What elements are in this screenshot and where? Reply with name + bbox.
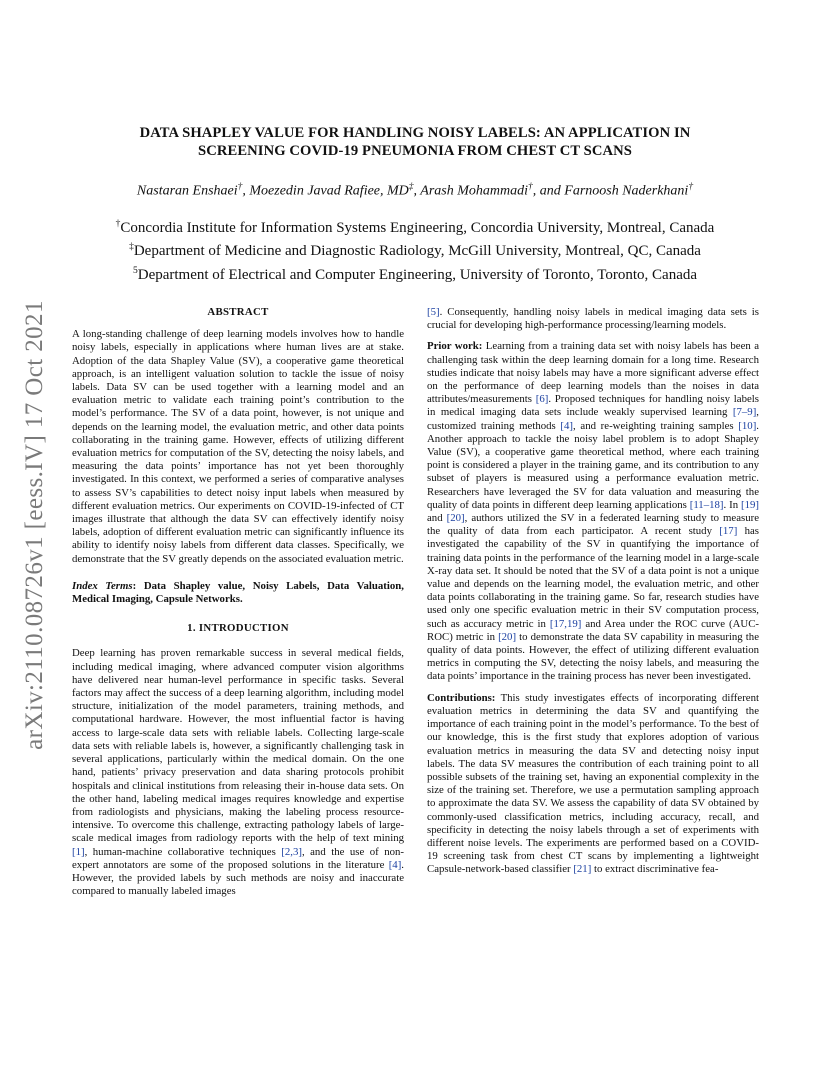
affiliation-line: [70, 215, 760, 239]
prior-work-paragraph: Prior work: Learning from a training data set with noisy labels has been a challenging task within the deep learning domain for a long time. Research studies indicate that noisy labels may have a more significant adverse effect on the performance of deep learning models than the noises in data attributes/measurements [6]. Proposed techniques for handling noisy labels in medical imaging data sets include weakly supervised learning [7–9], customized training methods [4], and re-weighting training samples [10]. Another approach to tackle the noisy label problem is to adopt Shapley Value (SV), a cooperative game theoretical method, where each training point is considered a player in the training game, and its contribution to any subset of players is measured using a performance evaluation metric. Researchers have leveraged the SV for data valuation and measuring the quality of data points in different deep learning applications [11–18]. In [19] and [20], authors utilized the SV in a federated learning study to measure the quality of data from each participator. A recent study [17] has investigated the capability of the SV in quantifying the importance of training data points in the performance of the learning model in a large-scale X-ray data set. It should be noted that the SV of a data point is not a unique value and depends on the learning model, the evaluation metric, and other data points collaborating in the training game. So far, research studies have used only one specific evaluation metric in their SV computation process, such as accuracy metric in [17,19] and Area under the ROC curve (AUC-ROC) metric in [20] to demonstrate the data SV capability in measuring the quality of data points. However, the effect of utilizing different evaluation metrics in computing the SV, detecting the noisy labels, and measuring the data points’ importance in the training process has never been investigated.: [427, 340, 760, 683]
affiliation-text: Department of Medicine and Diagnostic Radiology, McGill University, Montreal, QC, Canada: [133, 243, 701, 260]
author-affiliation-mark: †: [528, 182, 533, 192]
paper-title-line-1: DATA SHAPLEY VALUE FOR HANDLING NOISY LABELS: AN APPLICATION IN: [139, 125, 691, 141]
index-terms-label: Index Terms: [72, 579, 133, 592]
author-name: Arash Mohammadi: [420, 183, 529, 199]
citation-link[interactable]: [20]: [498, 630, 517, 643]
author-affiliation-mark: †: [688, 182, 694, 192]
citation-link[interactable]: [1]: [72, 845, 85, 858]
citation-link[interactable]: [4]: [388, 858, 402, 871]
paper-title-line-2: SCREENING COVID-19 PNEUMONIA FROM CHEST CT SCANS: [197, 143, 633, 159]
author-affiliation-mark: ‡: [408, 182, 414, 192]
affiliation-line: [70, 238, 760, 262]
introduction-paragraph-continued: [5]. Consequently, handling noisy labels in medical imaging data sets is crucial for developing high-performance processing/learning models.: [427, 306, 759, 332]
left-column: [72, 306, 404, 898]
affiliation-mark: 5: [132, 265, 138, 276]
author-name: Farnoosh Naderkhani: [564, 183, 689, 199]
introduction-heading: 1. INTRODUCTION: [187, 622, 289, 635]
abstract-heading: ABSTRACT: [207, 306, 269, 318]
author-name: Moezedin Javad Rafiee, MD: [249, 183, 409, 199]
paragraph-lead: Contributions:: [427, 691, 496, 704]
citation-link[interactable]: [2,3]: [281, 845, 302, 858]
affiliation-line: [70, 262, 760, 286]
citation-link[interactable]: [17,19]: [549, 617, 582, 630]
citation-link[interactable]: [6]: [535, 393, 549, 406]
affiliation-text: Concordia Institute for Information Systems Engineering, Concordia University, Montreal, Canada: [120, 219, 715, 236]
contributions-paragraph: Contributions: This study investigates effects of incorporating different evaluation metrics in determining the data SV and quantifying the importance of each training point in the model’s performance. To the best of our knowledge, this is the first study that explores adoption of various evaluation metrics in measuring the data SV and detecting noisy input labels. The data SV measures the contribution of each training point to all possible subsets of the training set, having an exponential complexity in the size of the training set. Therefore, we use a permutation sampling approach to approximate the data SV. We assess the capability of data SV obtained by commonly-used classification metrics, including accuracy, recall, and specificity in detecting the noisy labels through a set of experiments with different noise levels. The experiments are performed based on a COVID- 19 screening task from chest CT scans by implementing a lightweight Capsule-network-based classifier [21] to extract discriminative fea-: [427, 691, 759, 876]
index-terms: [72, 580, 404, 606]
affiliation-mark: †: [115, 218, 121, 229]
arxiv-sidebar-stamp: [18, 290, 52, 760]
affiliation-text: Department of Electrical and Computer Engineering, University of Toronto, Toronto, Canada: [137, 266, 698, 283]
citation-link[interactable]: [19]: [741, 498, 759, 511]
citation-link[interactable]: [10]: [738, 419, 757, 432]
citation-link[interactable]: [4]: [560, 419, 574, 432]
abstract-text: A long-standing challenge of deep learning models involves how to handle noisy labels, especially in applications where human lives are at stake. Adoption of the data Shapley Value (SV), a cooperative game theoretical approach, is an intelligent valuation solution to tackle the issue of noisy labels. Data SV can be used together with a learning model and an evaluation metric to validate each training point’s contribution to the model’s performance. The SV of a data point, however, is not unique and depends on the learning model, the evaluation metric, and other data points collaborating in the training game. However, effects of utilizing different evaluation metrics for computation of the SV, detecting the noisy labels, and measuring the data points’ importance has not yet been thoroughly investigated. In this context, we performed a series of comparative analyses to assess SV’s capabilities to detect noisy input labels when measured by different evaluation metrics. Our experiments on COVID-19-infected of CT images illustrate that although the data SV can effectively identify noisy labels, adoption of different evaluation metric can significantly influence its ability to identify noisy labels from different data classes. Specifically, we demonstrate that the SV greatly depends on the associated evaluation metric.: [72, 328, 404, 565]
paper-header: [70, 124, 760, 285]
introduction-paragraph: Deep learning has proven remarkable success in several medical fields, including medical imaging, where advanced computer vision algorithms have delivered near human-level performance in specific tasks. Several factors may affect the success of a deep learning algorithm, including model structure, initialization of the model parameters, training methods, and computational hardware. However, the most influential factor is having access to large-scale data sets with reliable labels. Collecting large-scale data sets with reliable labels is, however, a significantly challenging task in several applications, particularly within the medical domain. On the one hand, patients’ privacy preservation and data sharing protocols prohibit hospitals and clinical institutions from releasing their in-house data sets. On the other hand, labeling medical images requires knowledge and expertise from radiologists and physicians, making the labeling process resource-intensive. To overcome this challenge, extracting pathology labels of large-scale medical images from radiology reports with the help of text mining [1], human-machine collaborative techniques [2,3], and the use of non-expert annotators are some of the proposed solutions in the literature [4]. However, the provided labels by such methods are noisy and inaccurate compared to manually labeled images: [72, 647, 405, 898]
citation-link[interactable]: [20]: [446, 512, 465, 525]
affiliation-list: [70, 215, 760, 286]
paragraph-lead: Prior work:: [427, 340, 483, 353]
citation-link[interactable]: [11–18]: [689, 498, 724, 511]
arxiv-identifier: arXiv:2110.08726v1 [eess.IV] 17 Oct 2021: [21, 300, 48, 750]
right-column: [427, 306, 759, 877]
paper-title: [70, 124, 760, 160]
author-affiliation-mark: †: [237, 182, 243, 192]
citation-link[interactable]: [7–9]: [732, 406, 757, 419]
author-list: Nastaran Enshaei†, Moezedin Javad Rafiee, MD‡, Arash Mohammadi†, and Farnoosh Naderkhani†: [136, 182, 694, 199]
citation-link[interactable]: [5]: [427, 306, 440, 318]
author-name: Nastaran Enshaei: [136, 183, 238, 199]
citation-link[interactable]: [21]: [573, 863, 592, 876]
index-terms-text: : Data Shapley value, Noisy Labels, Data Valuation, Medical Imaging, Capsule Networks.: [72, 579, 404, 606]
citation-link[interactable]: [17]: [719, 525, 738, 538]
affiliation-mark: ‡: [129, 242, 134, 253]
